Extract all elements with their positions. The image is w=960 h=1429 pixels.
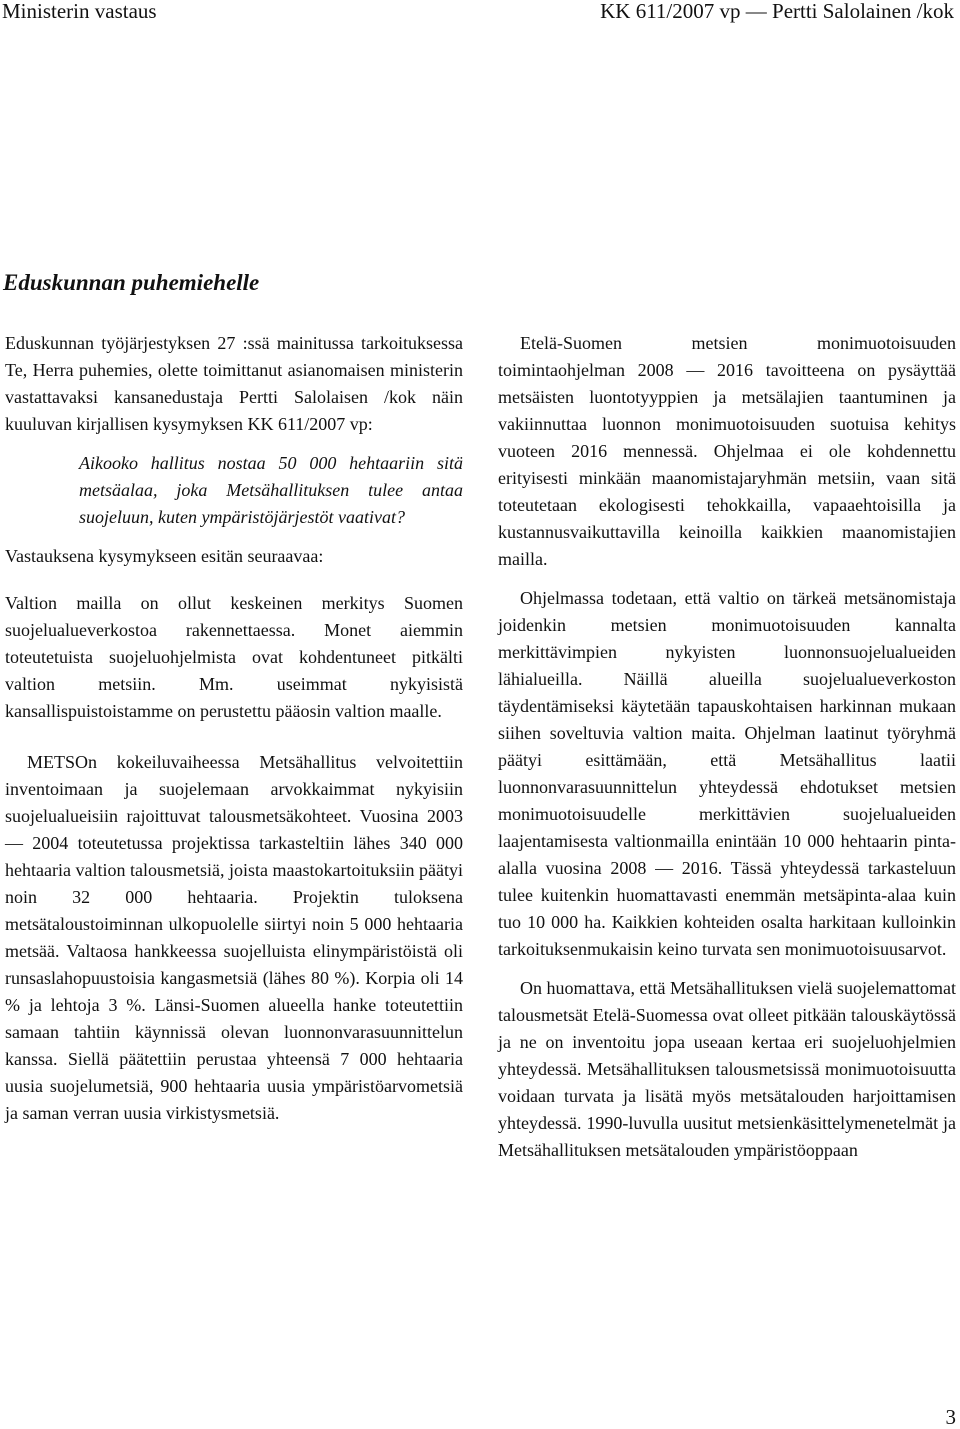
- right-column: [498, 330, 956, 1164]
- page-heading: Eduskunnan puhemiehelle: [3, 270, 260, 295]
- right-paragraph-2: Ohjelmassa todetaan, että valtio on tärkeä metsänomistaja joidenkin metsien monimuotoisuuden kannalta merkittävimpien nykyisten luonnonsuojelualueiden lähialueilla. Näillä alueilla suojelualueverkoston täydentämiseksi käytetään tapauskohtaisen harkinnan mukaan siihen soveltuvia valtion maita. Ohjelman laatinut työryhmä päätyi esittämään, että Metsähallitus laatii luonnonvarasuunnittelun yhteydessä ehdotukset metsien monimuotoisuudelle merkittävien suojelualueiden laajentamisesta valtionmailla enintään 10 000 hehtaarin pinta-alalla vuosina 2008 — 2016. Tässä yhteydessä tarkasteluun tulee kuitenkin huomattavasti enemmän metsäpinta-alaa kuin tuo 10 000 ha. Kaikkien kohteiden osalta harkitaan kulloinkin tarkoituksenmukaisin keino turvata sen monimuotoisuusarvot.: [498, 588, 956, 959]
- right-paragraph-1: Etelä-Suomen metsien monimuotoisuuden toimintaohjelman 2008 — 2016 tavoitteena on pysäyttää metsäisten luontotyyppien ja metsälajien taantuminen ja vakiinnuttaa luonnon monimuotoisuuden suotuisa kehitys vuoteen 2016 mennessä. Ohjelmaa ei ole kohdennettu erityisesti minkään maanomistajaryhmän metsiin, vaan sitä toteutetaan ekologisesti tehokkailla, vapaaehtoisilla ja kustannusvaikuttavilla keinoilla kaikkien maanomistajien mailla.: [498, 333, 956, 569]
- left-paragraph-1: Valtion mailla on ollut keskeinen merkitys Suomen suojelualueverkostoa rakennettaessa. Monet aiemmin toteutetuista suojeluohjelmista ovat kohdentuneet pitkälti valtion metsiin. Mm. useimmat nykyisistä kansallispuistoistamme on perustettu pääosin valtion maalle.: [5, 593, 463, 721]
- question-quote: Aikooko hallitus nostaa 50 000 hehtaariin sitä metsäalaa, joka Metsähallituksen tulee antaa suojeluun, kuten ympäristöjärjestöt vaativat?: [79, 453, 463, 527]
- page-number: 3: [945, 1405, 956, 1429]
- running-header-left: Ministerin vastaus: [2, 0, 157, 23]
- left-column: [5, 330, 463, 1127]
- right-paragraph-3: On huomattava, että Metsähallituksen vielä suojelemattomat talousmetsät Etelä-Suomessa ovat olleet pitkään talouskäytössä ja ne on inventoitu jopa useaan kertaa eri suojeluohjelmien yhteydessä. Metsähallituksen talousmetsissä monimuotoisuutta voidaan turvata ja lisätä myös metsätalouden harjoittamisen yhteydessä. 1990-luvulla uusitut metsienkäsittelymenetelmät ja Metsähallituksen metsätalouden ympäristöoppaan: [498, 978, 956, 1160]
- answer-intro: Vastauksena kysymykseen esitän seuraavaa:: [5, 546, 324, 566]
- running-header-right: KK 611/2007 vp — Pertti Salolainen /kok: [600, 0, 954, 23]
- left-paragraph-2: METSOn kokeiluvaiheessa Metsähallitus velvoitettiin inventoimaan ja suojelemaan arvokkaimmat nykyisiin suojelualueisiin rajoittuvat talousmetsäkohteet. Vuosina 2003 — 2004 toteutetussa projektissa tarkasteltiin lähes 340 000 hehtaaria valtion talousmetsiä, joista maastokartoituksiin päätyi noin 32 000 hehtaaria. Projektin tuloksena metsätaloustoiminnan ulkopuolelle siirtyi noin 5 000 hehtaaria metsää. Valtaosa hankkeessa suojelluista elinympäristöistä oli runsaslahopuustoisia kangasmetsiä (lähes 80 %). Korpia oli 14 % ja lehtoja 3 %. Länsi-Suomen alueella hanke toteutettiin samaan tahtiin käynnissä olevan luonnonvarasuunnittelun kanssa. Siellä päätettiin perustaa yhteensä 7 000 hehtaaria uusia suojelumetsiä, 900 hehtaaria uusia ympäristöarvometsiä ja saman verran uusia virkistysmetsiä.: [5, 752, 463, 1123]
- intro-paragraph: Eduskunnan työjärjestyksen 27 :ssä mainitussa tarkoituksessa Te, Herra puhemies, olette toimittanut asianomaisen ministerin vastattavaksi kansanedustaja Pertti Salolaisen /kok näin kuuluvan kirjallisen kysymyksen KK 611/2007 vp:: [5, 333, 463, 434]
